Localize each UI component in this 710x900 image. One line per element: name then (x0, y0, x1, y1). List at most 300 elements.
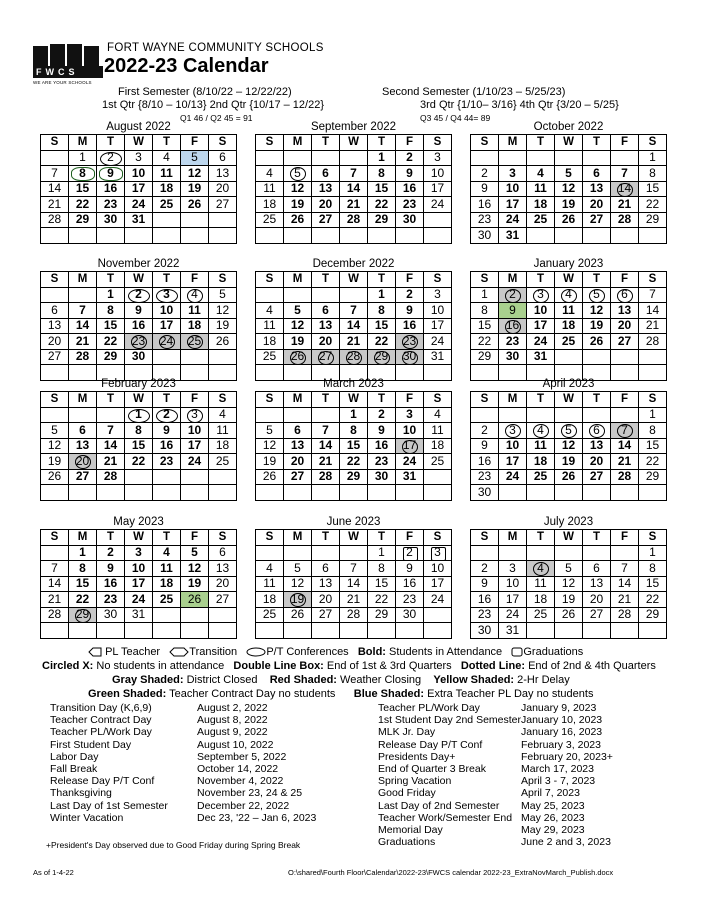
empty-cell (340, 623, 368, 639)
day-cell: 15 (368, 181, 396, 197)
weekday-header: T (97, 272, 125, 288)
empty-cell (256, 623, 284, 639)
day-cell: 3 (153, 287, 181, 303)
day-cell: 1 (340, 407, 368, 423)
key-date-value: March 17, 2023 (521, 763, 594, 776)
day-cell: 20 (312, 197, 340, 213)
week-row (256, 197, 452, 213)
day-cell: 10 (424, 303, 452, 319)
week-row (256, 318, 452, 334)
day-cell: 3 (181, 407, 209, 423)
day-cell: 15 (471, 318, 499, 334)
day-cell: 24 (499, 607, 527, 623)
week-row (256, 407, 452, 423)
day-cell: 13 (611, 303, 639, 319)
district-name: FORT WAYNE COMMUNITY SCHOOLS (107, 42, 324, 54)
day-cell: 13 (312, 181, 340, 197)
weekday-header: F (396, 530, 424, 546)
empty-cell (583, 407, 611, 423)
day-cell: 24 (424, 197, 452, 213)
day-cell: 13 (209, 166, 237, 182)
empty-cell (125, 623, 153, 639)
weekday-header: F (181, 530, 209, 546)
empty-cell (69, 623, 97, 639)
day-cell: 19 (555, 454, 583, 470)
day-cell: 17 (153, 318, 181, 334)
day-cell: 8 (639, 423, 667, 439)
day-cell: 3 (125, 150, 153, 166)
day-cell: 18 (527, 197, 555, 213)
day-cell: 14 (639, 303, 667, 319)
empty-cell (69, 287, 97, 303)
weekday-header: W (340, 392, 368, 408)
day-cell: 25 (555, 334, 583, 350)
empty-cell (153, 469, 181, 485)
week-row (256, 623, 452, 639)
day-cell: 14 (41, 181, 69, 197)
day-cell: 25 (527, 607, 555, 623)
day-cell: 4 (256, 303, 284, 319)
day-cell: 28 (97, 469, 125, 485)
empty-cell (312, 287, 340, 303)
key-date-row (50, 775, 316, 787)
day-cell: 28 (340, 212, 368, 228)
month-title: February 2023 (101, 378, 176, 390)
day-cell: 16 (499, 318, 527, 334)
empty-cell (611, 407, 639, 423)
day-cell: 8 (639, 561, 667, 577)
empty-cell (312, 485, 340, 501)
month-june-2023 (255, 516, 452, 639)
day-cell: 21 (312, 454, 340, 470)
day-cell: 29 (69, 607, 97, 623)
day-cell: 3 (396, 407, 424, 423)
day-cell: 25 (256, 349, 284, 365)
day-cell: 27 (209, 197, 237, 213)
empty-cell (312, 150, 340, 166)
fwcs-logo (33, 44, 103, 85)
day-cell: 4 (181, 287, 209, 303)
day-cell: 9 (396, 303, 424, 319)
day-cell: 6 (312, 561, 340, 577)
day-cell: 19 (256, 454, 284, 470)
day-cell: 1 (639, 545, 667, 561)
day-cell: 23 (471, 469, 499, 485)
day-cell: 24 (527, 334, 555, 350)
day-cell: 28 (340, 607, 368, 623)
day-cell: 26 (284, 212, 312, 228)
day-cell: 10 (499, 181, 527, 197)
day-cell: 5 (181, 545, 209, 561)
day-cell: 21 (340, 197, 368, 213)
month-december-2022 (255, 258, 452, 381)
day-cell: 12 (555, 181, 583, 197)
weekday-header: M (499, 272, 527, 288)
day-cell: 23 (368, 454, 396, 470)
legend-line-4: Green Shaded: Teacher Contract Day no students Blue Shaded: Extra Teacher PL Day no students (88, 688, 594, 700)
weekday-header: S (424, 392, 452, 408)
day-cell: 8 (639, 166, 667, 182)
day-cell: 11 (256, 576, 284, 592)
day-cell: 16 (368, 438, 396, 454)
day-cell: 2 (368, 407, 396, 423)
first-semester-dates: First Semester (8/10/22 – 12/22/22) (118, 86, 292, 98)
day-cell: 4 (256, 561, 284, 577)
month-title: January 2023 (533, 258, 604, 270)
day-cell: 21 (97, 454, 125, 470)
day-cell: 10 (424, 561, 452, 577)
empty-cell (181, 228, 209, 244)
day-cell: 22 (69, 592, 97, 608)
logo-tagline: WE ARE YOUR SCHOOLS (33, 80, 92, 85)
day-cell: 21 (611, 197, 639, 213)
legend-line-3: Gray Shaded: District Closed Red Shaded: Weather Closing Yellow Shaded: 2-Hr Delay (112, 674, 570, 686)
week-row (41, 485, 237, 501)
day-cell: 4 (527, 166, 555, 182)
empty-cell (181, 349, 209, 365)
month-title: May 2023 (113, 516, 164, 528)
day-cell: 26 (181, 592, 209, 608)
day-cell: 25 (256, 607, 284, 623)
day-cell: 3 (125, 545, 153, 561)
month-title: July 2023 (543, 516, 594, 528)
week-row (256, 592, 452, 608)
weekday-header: T (583, 135, 611, 151)
weekday-header: M (284, 530, 312, 546)
week-row (41, 303, 237, 319)
day-cell: 15 (69, 181, 97, 197)
day-cell: 1 (69, 545, 97, 561)
month-table (470, 271, 667, 381)
day-cell: 7 (97, 423, 125, 439)
key-date-row (378, 714, 613, 726)
empty-cell (555, 228, 583, 244)
day-cell: 18 (527, 454, 555, 470)
empty-cell (471, 407, 499, 423)
day-cell: 28 (611, 469, 639, 485)
key-date-row (378, 836, 613, 848)
key-date-row (378, 751, 613, 763)
day-cell: 18 (555, 318, 583, 334)
day-cell: 23 (125, 334, 153, 350)
graduation-icon (511, 647, 523, 657)
day-cell: 9 (471, 181, 499, 197)
day-cell: 2 (396, 287, 424, 303)
day-cell: 14 (312, 438, 340, 454)
day-cell: 26 (555, 607, 583, 623)
day-cell: 30 (396, 607, 424, 623)
day-cell: 14 (69, 318, 97, 334)
empty-cell (256, 407, 284, 423)
week-row (41, 287, 237, 303)
key-date-row (50, 751, 316, 763)
day-cell: 22 (340, 454, 368, 470)
key-date-event: Release Day P/T Conf (50, 775, 155, 788)
day-cell: 19 (284, 197, 312, 213)
day-cell: 17 (424, 576, 452, 592)
empty-cell (583, 545, 611, 561)
week-row (471, 166, 667, 182)
empty-cell (527, 545, 555, 561)
week-row (471, 592, 667, 608)
empty-cell (555, 349, 583, 365)
day-cell: 24 (125, 197, 153, 213)
weekday-header: M (69, 272, 97, 288)
day-cell: 4 (153, 150, 181, 166)
day-cell: 29 (69, 212, 97, 228)
weekday-header: S (41, 135, 69, 151)
day-cell: 4 (209, 407, 237, 423)
week-row (256, 545, 452, 561)
day-cell: 6 (583, 561, 611, 577)
day-cell: 20 (69, 454, 97, 470)
empty-cell (583, 485, 611, 501)
day-cell: 11 (424, 423, 452, 439)
day-cell: 31 (125, 212, 153, 228)
day-cell: 29 (368, 607, 396, 623)
day-cell: 12 (256, 438, 284, 454)
key-date-value: November 4, 2022 (197, 775, 284, 788)
day-cell: 5 (41, 423, 69, 439)
key-date-row (50, 726, 316, 738)
day-cell: 7 (312, 423, 340, 439)
day-cell: 24 (424, 334, 452, 350)
empty-cell (41, 150, 69, 166)
day-cell: 6 (41, 303, 69, 319)
key-date-row (378, 775, 613, 787)
empty-cell (368, 485, 396, 501)
day-cell: 6 (284, 423, 312, 439)
day-cell: 2 (125, 287, 153, 303)
weekday-header: S (471, 392, 499, 408)
day-cell: 16 (97, 181, 125, 197)
day-cell: 18 (527, 592, 555, 608)
month-table (470, 134, 667, 244)
empty-cell (256, 545, 284, 561)
empty-cell (340, 545, 368, 561)
day-cell: 12 (555, 438, 583, 454)
week-row (41, 592, 237, 608)
week-row (256, 485, 452, 501)
day-cell: 20 (583, 592, 611, 608)
day-cell: 18 (153, 181, 181, 197)
week-row (471, 607, 667, 623)
empty-cell (499, 150, 527, 166)
key-date-row (50, 812, 316, 824)
key-date-value: April 3 - 7, 2023 (521, 775, 596, 788)
day-cell: 24 (499, 212, 527, 228)
week-row (471, 303, 667, 319)
week-row (471, 197, 667, 213)
day-cell: 22 (639, 454, 667, 470)
week-row (471, 561, 667, 577)
day-cell: 13 (583, 438, 611, 454)
week-row (41, 545, 237, 561)
weekday-header: T (312, 272, 340, 288)
week-row (41, 423, 237, 439)
second-semester-counts: Q3 45 / Q4 44= 89 (420, 113, 491, 123)
month-april-2023 (470, 378, 667, 501)
empty-cell (499, 545, 527, 561)
day-cell: 13 (69, 438, 97, 454)
day-cell: 30 (97, 607, 125, 623)
key-date-event: Last Day of 2nd Semester (378, 799, 500, 812)
week-row (256, 334, 452, 350)
week-row (41, 407, 237, 423)
day-cell: 28 (41, 607, 69, 623)
week-row (471, 349, 667, 365)
weekday-header: W (125, 135, 153, 151)
day-cell: 28 (69, 349, 97, 365)
day-cell: 3 (424, 150, 452, 166)
day-cell: 14 (611, 438, 639, 454)
day-cell: 14 (611, 181, 639, 197)
day-cell: 28 (611, 212, 639, 228)
week-row (471, 212, 667, 228)
day-cell: 15 (639, 438, 667, 454)
day-cell: 11 (256, 318, 284, 334)
weekday-header: W (125, 272, 153, 288)
day-cell: 27 (284, 469, 312, 485)
day-cell: 26 (555, 212, 583, 228)
weekday-header: S (471, 530, 499, 546)
empty-cell (611, 485, 639, 501)
empty-cell (499, 485, 527, 501)
week-row (471, 423, 667, 439)
day-cell: 14 (340, 318, 368, 334)
day-cell: 12 (555, 576, 583, 592)
month-table (40, 529, 237, 639)
day-cell: 25 (181, 334, 209, 350)
weekday-header: W (340, 135, 368, 151)
day-cell: 17 (527, 318, 555, 334)
day-cell: 19 (181, 181, 209, 197)
empty-cell (527, 623, 555, 639)
day-cell: 31 (424, 349, 452, 365)
day-cell: 8 (69, 166, 97, 182)
day-cell: 26 (555, 469, 583, 485)
weekday-header: S (209, 135, 237, 151)
weekday-header: T (583, 392, 611, 408)
empty-cell (181, 485, 209, 501)
empty-cell (471, 545, 499, 561)
weekday-header: F (611, 392, 639, 408)
weekday-header: S (424, 272, 452, 288)
day-cell: 27 (209, 592, 237, 608)
key-date-row (50, 702, 316, 714)
day-cell: 16 (471, 197, 499, 213)
week-row (471, 576, 667, 592)
empty-cell (527, 407, 555, 423)
second-semester-dates: Second Semester (1/10/23 – 5/25/23) (382, 86, 566, 98)
empty-cell (284, 623, 312, 639)
weekday-header: T (368, 530, 396, 546)
week-row (41, 454, 237, 470)
day-cell: 27 (611, 334, 639, 350)
day-cell: 10 (153, 303, 181, 319)
day-cell: 10 (125, 561, 153, 577)
day-cell: 20 (583, 197, 611, 213)
month-table (40, 134, 237, 244)
day-cell: 16 (471, 454, 499, 470)
day-cell: 26 (284, 607, 312, 623)
weekday-header: F (611, 272, 639, 288)
day-cell: 19 (284, 592, 312, 608)
weekday-header: M (499, 135, 527, 151)
key-date-value: April 7, 2023 (521, 787, 580, 800)
day-cell: 24 (424, 592, 452, 608)
empty-cell (284, 150, 312, 166)
week-row (471, 545, 667, 561)
key-date-event: Teacher PL/Work Day (50, 726, 152, 739)
day-cell: 23 (396, 197, 424, 213)
day-cell: 26 (583, 334, 611, 350)
empty-cell (312, 545, 340, 561)
weekday-header: W (555, 272, 583, 288)
page-title: 2022-23 Calendar (104, 55, 269, 77)
day-cell: 8 (368, 303, 396, 319)
day-cell: 14 (611, 576, 639, 592)
day-cell: 13 (284, 438, 312, 454)
day-cell: 2 (471, 423, 499, 439)
day-cell: 20 (312, 334, 340, 350)
week-row (256, 303, 452, 319)
day-cell: 23 (97, 592, 125, 608)
day-cell: 17 (181, 438, 209, 454)
second-semester-quarters: 3rd Qtr {1/10– 3/16} 4th Qtr {3/20 – 5/25} (420, 99, 619, 111)
day-cell: 6 (312, 166, 340, 182)
day-cell: 16 (153, 438, 181, 454)
day-cell: 1 (368, 545, 396, 561)
day-cell: 14 (340, 181, 368, 197)
weekday-header: S (639, 392, 667, 408)
weekday-header: T (368, 135, 396, 151)
day-cell: 28 (611, 607, 639, 623)
key-date-value: August 10, 2022 (197, 738, 274, 751)
day-cell: 12 (41, 438, 69, 454)
day-cell: 25 (153, 197, 181, 213)
day-cell: 30 (396, 212, 424, 228)
weekday-header: S (41, 530, 69, 546)
day-cell: 30 (368, 469, 396, 485)
day-cell: 16 (125, 318, 153, 334)
empty-cell (396, 228, 424, 244)
month-title: April 2023 (542, 378, 595, 390)
legend-line-2: Circled X: No students in attendance Double Line Box: End of 1st & 3rd Quarters Dotted Line: End of 2nd & 4th Quarters (42, 660, 656, 672)
day-cell: 6 (583, 423, 611, 439)
day-cell: 15 (639, 576, 667, 592)
weekday-header: W (340, 530, 368, 546)
day-cell: 15 (125, 438, 153, 454)
day-cell: 23 (499, 334, 527, 350)
month-july-2023 (470, 516, 667, 639)
day-cell: 2 (396, 150, 424, 166)
empty-cell (340, 485, 368, 501)
day-cell: 8 (340, 423, 368, 439)
month-table (255, 134, 452, 244)
empty-cell (639, 623, 667, 639)
day-cell: 19 (41, 454, 69, 470)
day-cell: 2 (396, 545, 424, 561)
day-cell: 15 (97, 318, 125, 334)
weekday-header: T (527, 392, 555, 408)
weekday-header: F (181, 272, 209, 288)
day-cell: 22 (69, 197, 97, 213)
empty-cell (555, 623, 583, 639)
key-date-row (378, 824, 613, 836)
day-cell: 7 (41, 166, 69, 182)
weekday-header: W (125, 530, 153, 546)
